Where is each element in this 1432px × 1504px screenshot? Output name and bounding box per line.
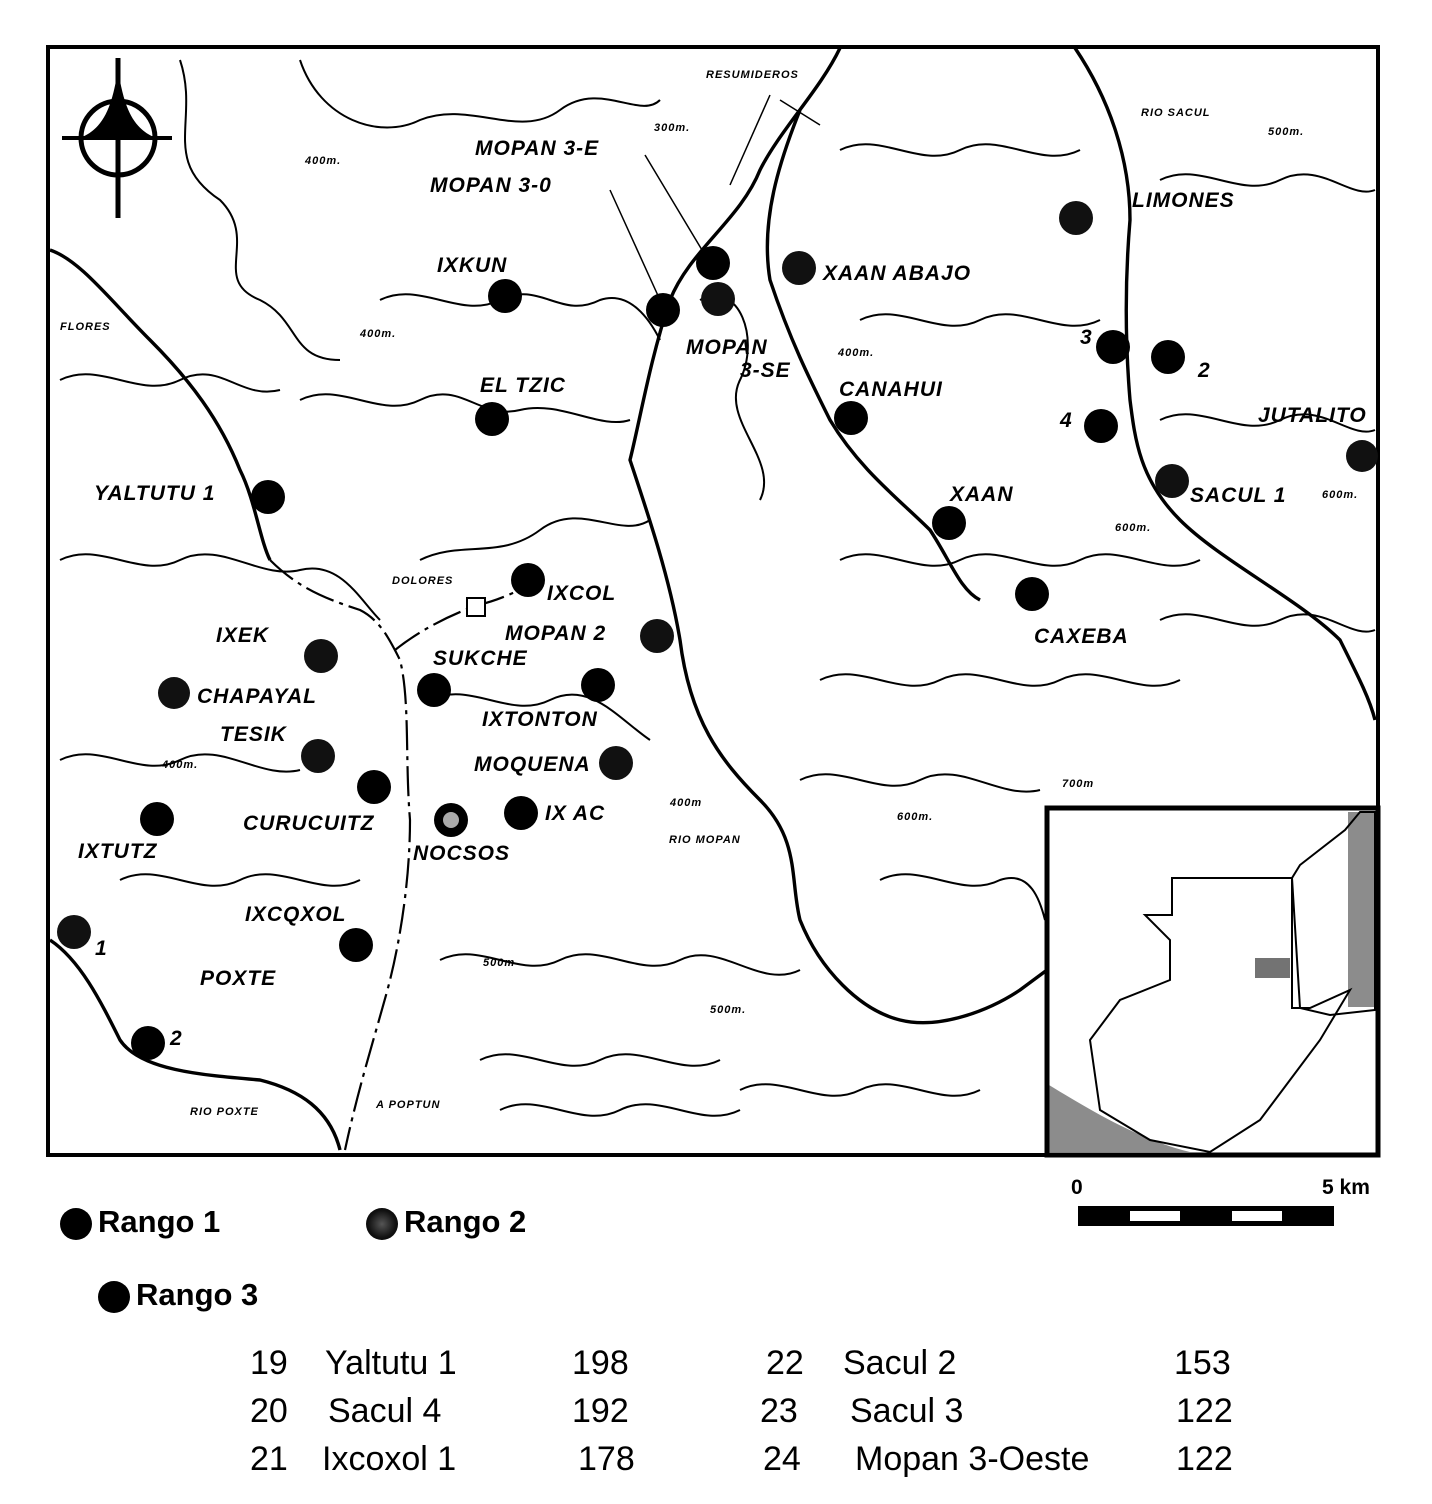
contour-label: 300m. xyxy=(654,122,691,134)
contour-label: 500m. xyxy=(710,1004,747,1016)
scale-start-label: 0 xyxy=(1071,1176,1083,1199)
site-label: POXTE xyxy=(200,967,277,990)
table-row-value: 153 xyxy=(1174,1344,1231,1382)
place-label: RIO SACUL xyxy=(1141,107,1211,119)
site-label: MOPAN 2 xyxy=(505,622,607,645)
place-label: A POPTUN xyxy=(376,1099,441,1111)
number-label: 3 xyxy=(1080,326,1093,349)
rank-3-dot xyxy=(417,673,451,707)
rank-1-dot xyxy=(932,506,966,540)
rank-2-dot xyxy=(1346,440,1378,472)
place-label: FLORES xyxy=(60,321,111,333)
contour-label: 500m. xyxy=(1268,126,1305,138)
table-row-num: 22 xyxy=(766,1344,804,1382)
site-label: IX AC xyxy=(545,802,606,825)
site-label: MOPAN xyxy=(686,336,768,359)
rank-2-dot xyxy=(1059,201,1093,235)
site-label: MOQUENA xyxy=(474,753,591,776)
contour-label: 500m xyxy=(483,957,516,969)
legend-item-rank-2 xyxy=(366,1204,526,1240)
rank-1-dot-icon xyxy=(60,1208,92,1240)
place-label: RIO MOPAN xyxy=(669,834,741,846)
site-label: SACUL 1 xyxy=(1190,484,1287,507)
place-label: DOLORES xyxy=(392,575,454,587)
rank-1-dot xyxy=(475,402,509,436)
site-label: CHAPAYAL xyxy=(197,685,317,708)
contour-label: 400m. xyxy=(360,328,397,340)
rank-2-dot xyxy=(782,251,816,285)
site-label: YALTUTU 1 xyxy=(94,482,216,505)
rank-1-dot xyxy=(646,293,680,327)
site-label: IXCQXOL xyxy=(245,903,347,926)
number-label: 4 xyxy=(1060,409,1073,432)
table-row-name: Mopan 3-Oeste xyxy=(855,1440,1090,1478)
site-label: IXTUTZ xyxy=(78,840,158,863)
table-row-name: Ixcoxol 1 xyxy=(322,1440,457,1478)
table-row-num: 24 xyxy=(763,1440,801,1478)
rank-1-dot xyxy=(1151,340,1185,374)
rank-1-dot xyxy=(696,246,730,280)
contour-label: 600m. xyxy=(1322,489,1359,501)
rank-3-dot xyxy=(488,279,522,313)
number-label: 2 xyxy=(170,1027,183,1050)
table-row-name: Sacul 4 xyxy=(328,1392,442,1430)
table-row-num: 19 xyxy=(250,1344,288,1382)
table-row-num: 21 xyxy=(250,1440,288,1478)
rank-2-dot xyxy=(1155,464,1189,498)
table-row-name: Sacul 2 xyxy=(843,1344,957,1382)
site-label: EL TZIC xyxy=(480,374,566,397)
rank-1-dot xyxy=(1015,577,1049,611)
rank-2-dot xyxy=(701,282,735,316)
table-row-num: 23 xyxy=(760,1392,798,1430)
rank-2-dot xyxy=(57,915,91,949)
site-label: IXKUN xyxy=(437,254,508,277)
rank-1-dot xyxy=(131,1026,165,1060)
site-label: IXCOL xyxy=(547,582,617,605)
site-label: CANAHUI xyxy=(839,378,943,401)
rank-1-dot xyxy=(1096,330,1130,364)
place-label: RESUMIDEROS xyxy=(706,69,799,81)
site-label: IXEK xyxy=(216,624,270,647)
table-row-value: 198 xyxy=(572,1344,629,1382)
legend-item-rank-1 xyxy=(60,1204,220,1240)
site-label: NOCSOS xyxy=(413,842,511,865)
number-label: 2 xyxy=(1198,359,1211,382)
site-label: TESIK xyxy=(220,723,287,746)
site-label: LIMONES xyxy=(1132,189,1235,212)
number-label: 1 xyxy=(95,937,108,960)
rank-2-dot xyxy=(158,677,190,709)
rank-1-dot xyxy=(140,802,174,836)
rank-2-dot xyxy=(640,619,674,653)
scale-bar xyxy=(1078,1206,1334,1226)
site-label: IXTONTON xyxy=(482,708,598,731)
site-label: MOPAN 3-0 xyxy=(430,174,552,197)
table-row-name: Sacul 3 xyxy=(850,1392,964,1430)
rank-2-dot-icon xyxy=(366,1208,398,1240)
legend-label: Rango 1 xyxy=(98,1204,221,1239)
site-label: SUKCHE xyxy=(433,647,528,670)
contour-label: 700m xyxy=(1062,778,1095,790)
table-row-value: 178 xyxy=(578,1440,635,1478)
table-row-value: 122 xyxy=(1176,1392,1233,1430)
site-label: JUTALITO xyxy=(1258,404,1367,427)
rank-1-dot xyxy=(834,401,868,435)
contour-label: 400m. xyxy=(838,347,875,359)
legend-label: Rango 3 xyxy=(136,1277,259,1312)
contour-label: 400m. xyxy=(305,155,342,167)
table-row-value: 122 xyxy=(1176,1440,1233,1478)
rank-3-dot xyxy=(504,796,538,830)
site-label: XAAN ABAJO xyxy=(823,262,972,285)
rank-1-dot xyxy=(339,928,373,962)
contour-label: 400m xyxy=(670,797,703,809)
rank-1-dot xyxy=(251,480,285,514)
site-label: CURUCUITZ xyxy=(243,812,375,835)
place-label: RIO POXTE xyxy=(190,1106,259,1118)
contour-label: 600m. xyxy=(897,811,934,823)
table-row-name: Yaltutu 1 xyxy=(325,1344,457,1382)
table-row-num: 20 xyxy=(250,1392,288,1430)
site-label: CAXEBA xyxy=(1034,625,1129,648)
scale-end-label: 5 km xyxy=(1322,1176,1370,1199)
site-label: 3-SE xyxy=(740,359,791,382)
contour-label: 600m. xyxy=(1115,522,1152,534)
contour-label: 400m. xyxy=(162,759,199,771)
legend-item-rank-3 xyxy=(98,1277,258,1313)
rank-2-dot xyxy=(599,746,633,780)
legend-label: Rango 2 xyxy=(404,1204,527,1239)
site-label: XAAN xyxy=(950,483,1014,506)
rank-2-dot xyxy=(304,639,338,673)
rank-3-dot-icon xyxy=(98,1281,130,1313)
inset-locator-map xyxy=(1047,808,1378,1155)
north-arrow-icon xyxy=(62,58,172,218)
rank-1-dot xyxy=(357,770,391,804)
rank-3-dot xyxy=(581,668,615,702)
rank-2-dot xyxy=(301,739,335,773)
rank-1-dot xyxy=(511,563,545,597)
town-marker-icon xyxy=(467,598,485,616)
rank-1-dot xyxy=(1084,409,1118,443)
site-label: MOPAN 3-E xyxy=(475,137,600,160)
table-row-value: 192 xyxy=(572,1392,629,1430)
